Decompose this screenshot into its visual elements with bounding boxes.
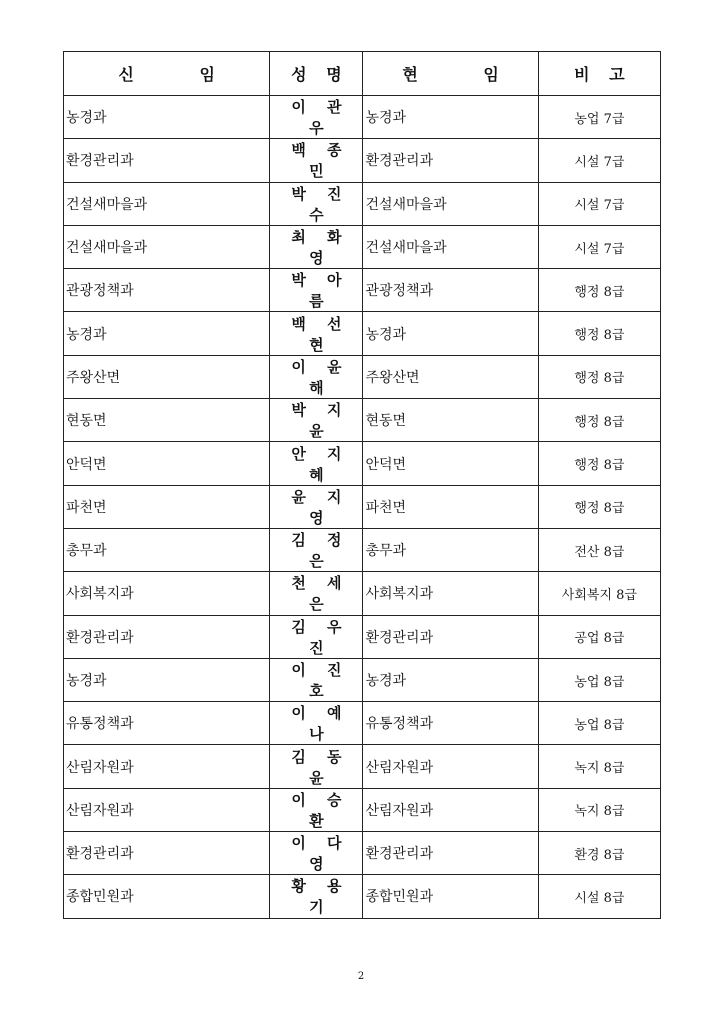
- table-row: [64, 225, 661, 268]
- new-post-cell: 안덕면: [64, 442, 270, 485]
- table-row: [64, 528, 661, 571]
- table-row: [64, 399, 661, 442]
- table-row: [64, 269, 661, 312]
- table-row: [64, 182, 661, 225]
- current-post-cell: 건설새마을과: [363, 182, 538, 225]
- name-cell: 백 선 현: [270, 312, 363, 355]
- note-cell: 행정 8급: [538, 442, 660, 485]
- table-row: [64, 355, 661, 398]
- header-new-post: 신 임: [64, 52, 270, 96]
- table-row: [64, 702, 661, 745]
- header-current-post: 현 임: [363, 52, 538, 96]
- name-cell: 천 세 은: [270, 572, 363, 615]
- current-post-cell: 사회복지과: [363, 572, 538, 615]
- current-post-cell: 농경과: [363, 312, 538, 355]
- new-post-cell: 총무과: [64, 528, 270, 571]
- table-row: [64, 658, 661, 701]
- note-cell: 농업 7급: [538, 96, 660, 139]
- note-cell: 녹지 8급: [538, 788, 660, 831]
- name-cell: 김 동 윤: [270, 745, 363, 788]
- new-post-cell: 유통정책과: [64, 702, 270, 745]
- note-cell: 시설 8급: [538, 875, 660, 918]
- header-note: 비 고: [538, 52, 660, 96]
- table-row: [64, 875, 661, 918]
- new-post-cell: 사회복지과: [64, 572, 270, 615]
- current-post-cell: 유통정책과: [363, 702, 538, 745]
- new-post-cell: 산림자원과: [64, 788, 270, 831]
- new-post-cell: 현동면: [64, 399, 270, 442]
- note-cell: 행정 8급: [538, 269, 660, 312]
- new-post-cell: 환경관리과: [64, 139, 270, 182]
- table-row: [64, 832, 661, 875]
- note-cell: 시설 7급: [538, 182, 660, 225]
- new-post-cell: 환경관리과: [64, 615, 270, 658]
- name-cell: 이 관 우: [270, 96, 363, 139]
- name-cell: 황 용 기: [270, 875, 363, 918]
- new-post-cell: 건설새마을과: [64, 182, 270, 225]
- note-cell: 농업 8급: [538, 658, 660, 701]
- new-post-cell: 주왕산면: [64, 355, 270, 398]
- header-row: [64, 52, 661, 96]
- name-cell: 박 지 윤: [270, 399, 363, 442]
- table-row: [64, 96, 661, 139]
- table-row: [64, 615, 661, 658]
- name-cell: 안 지 혜: [270, 442, 363, 485]
- current-post-cell: 산림자원과: [363, 788, 538, 831]
- new-post-cell: 관광정책과: [64, 269, 270, 312]
- current-post-cell: 환경관리과: [363, 615, 538, 658]
- current-post-cell: 관광정책과: [363, 269, 538, 312]
- page-number: 2: [357, 971, 365, 982]
- note-cell: 행정 8급: [538, 355, 660, 398]
- note-cell: 농업 8급: [538, 702, 660, 745]
- current-post-cell: 환경관리과: [363, 832, 538, 875]
- table-row: [64, 745, 661, 788]
- new-post-cell: 건설새마을과: [64, 225, 270, 268]
- current-post-cell: 현동면: [363, 399, 538, 442]
- table-row: [64, 485, 661, 528]
- name-cell: 김 정 은: [270, 528, 363, 571]
- new-post-cell: 환경관리과: [64, 832, 270, 875]
- current-post-cell: 농경과: [363, 658, 538, 701]
- note-cell: 사회복지 8급: [538, 572, 660, 615]
- name-cell: 이 다 영: [270, 832, 363, 875]
- note-cell: 행정 8급: [538, 399, 660, 442]
- new-post-cell: 산림자원과: [64, 745, 270, 788]
- name-cell: 최 화 영: [270, 225, 363, 268]
- current-post-cell: 종합민원과: [363, 875, 538, 918]
- current-post-cell: 파천면: [363, 485, 538, 528]
- current-post-cell: 건설새마을과: [363, 225, 538, 268]
- name-cell: 박 진 수: [270, 182, 363, 225]
- note-cell: 공업 8급: [538, 615, 660, 658]
- note-cell: 녹지 8급: [538, 745, 660, 788]
- personnel-table: [63, 51, 661, 919]
- table-row: [64, 139, 661, 182]
- table-row: [64, 788, 661, 831]
- note-cell: 시설 7급: [538, 139, 660, 182]
- current-post-cell: 안덕면: [363, 442, 538, 485]
- name-cell: 이 진 호: [270, 658, 363, 701]
- note-cell: 시설 7급: [538, 225, 660, 268]
- table-row: [64, 572, 661, 615]
- table-row: [64, 312, 661, 355]
- name-cell: 윤 지 영: [270, 485, 363, 528]
- note-cell: 전산 8급: [538, 528, 660, 571]
- current-post-cell: 환경관리과: [363, 139, 538, 182]
- name-cell: 백 종 민: [270, 139, 363, 182]
- name-cell: 이 승 환: [270, 788, 363, 831]
- note-cell: 행정 8급: [538, 485, 660, 528]
- name-cell: 박 아 름: [270, 269, 363, 312]
- new-post-cell: 농경과: [64, 658, 270, 701]
- new-post-cell: 파천면: [64, 485, 270, 528]
- current-post-cell: 총무과: [363, 528, 538, 571]
- note-cell: 환경 8급: [538, 832, 660, 875]
- current-post-cell: 주왕산면: [363, 355, 538, 398]
- current-post-cell: 산림자원과: [363, 745, 538, 788]
- name-cell: 이 예 나: [270, 702, 363, 745]
- header-name: 성 명: [270, 52, 363, 96]
- new-post-cell: 농경과: [64, 96, 270, 139]
- new-post-cell: 종합민원과: [64, 875, 270, 918]
- new-post-cell: 농경과: [64, 312, 270, 355]
- name-cell: 이 윤 해: [270, 355, 363, 398]
- table-row: [64, 442, 661, 485]
- name-cell: 김 우 진: [270, 615, 363, 658]
- current-post-cell: 농경과: [363, 96, 538, 139]
- note-cell: 행정 8급: [538, 312, 660, 355]
